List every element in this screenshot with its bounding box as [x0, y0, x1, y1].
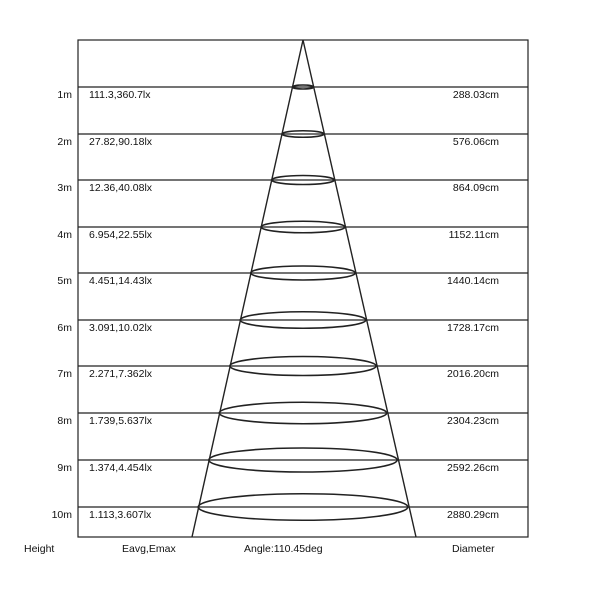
row-height-label: 6m: [57, 322, 72, 334]
row-lux-label: 2.271,7.362lx: [89, 368, 153, 380]
row-lux-label: 111.3,360.7lx: [89, 89, 151, 101]
row-height-label: 2m: [57, 136, 72, 148]
cone-left-edge: [192, 40, 303, 537]
row-diameter-label: 2592.26cm: [447, 462, 499, 474]
row-height-label: 3m: [57, 182, 72, 194]
row-height-label: 10m: [51, 509, 72, 521]
row-diameter-label: 1152.11cm: [448, 229, 499, 241]
rows-layer: [52, 85, 528, 521]
footer-lux-label: Eavg,Emax: [122, 543, 176, 555]
row-height-label: 5m: [57, 275, 72, 287]
row-diameter-label: 1440.14cm: [447, 275, 499, 287]
row-diameter-label: 576.06cm: [452, 136, 499, 148]
row-diameter-label: 2880.29cm: [447, 509, 499, 521]
row-diameter-label: 2016.20cm: [447, 368, 499, 380]
row-height-label: 8m: [57, 415, 72, 427]
row-diameter-label: 2304.23cm: [447, 415, 499, 427]
row-height-label: 4m: [57, 229, 72, 241]
row-diameter-label: 864.09cm: [452, 182, 499, 194]
row-lux-label: 12.36,40.08lx: [89, 182, 153, 194]
row-lux-label: 6.954,22.55lx: [89, 229, 153, 241]
footer-angle-label: Angle:110.45deg: [244, 543, 323, 555]
footer-diameter-label: Diameter: [452, 543, 495, 555]
row-lux-label: 1.374,4.454lx: [89, 462, 153, 474]
row-diameter-label: 288.03cm: [452, 89, 499, 101]
footer-height-label: Height: [24, 543, 55, 555]
row-lux-label: 27.82,90.18lx: [89, 136, 153, 148]
row-lux-label: 1.739,5.637lx: [89, 415, 153, 427]
row-height-label: 1m: [57, 89, 72, 101]
row-lux-label: 3.091,10.02lx: [89, 322, 153, 334]
row-lux-label: 4.451,14.43lx: [89, 275, 153, 287]
row-height-label: 9m: [57, 462, 72, 474]
row-lux-label: 1.113,3.607lx: [89, 509, 152, 521]
cone-right-edge: [303, 40, 416, 537]
row-diameter-label: 1728.17cm: [447, 322, 499, 334]
row-height-label: 7m: [57, 368, 72, 380]
